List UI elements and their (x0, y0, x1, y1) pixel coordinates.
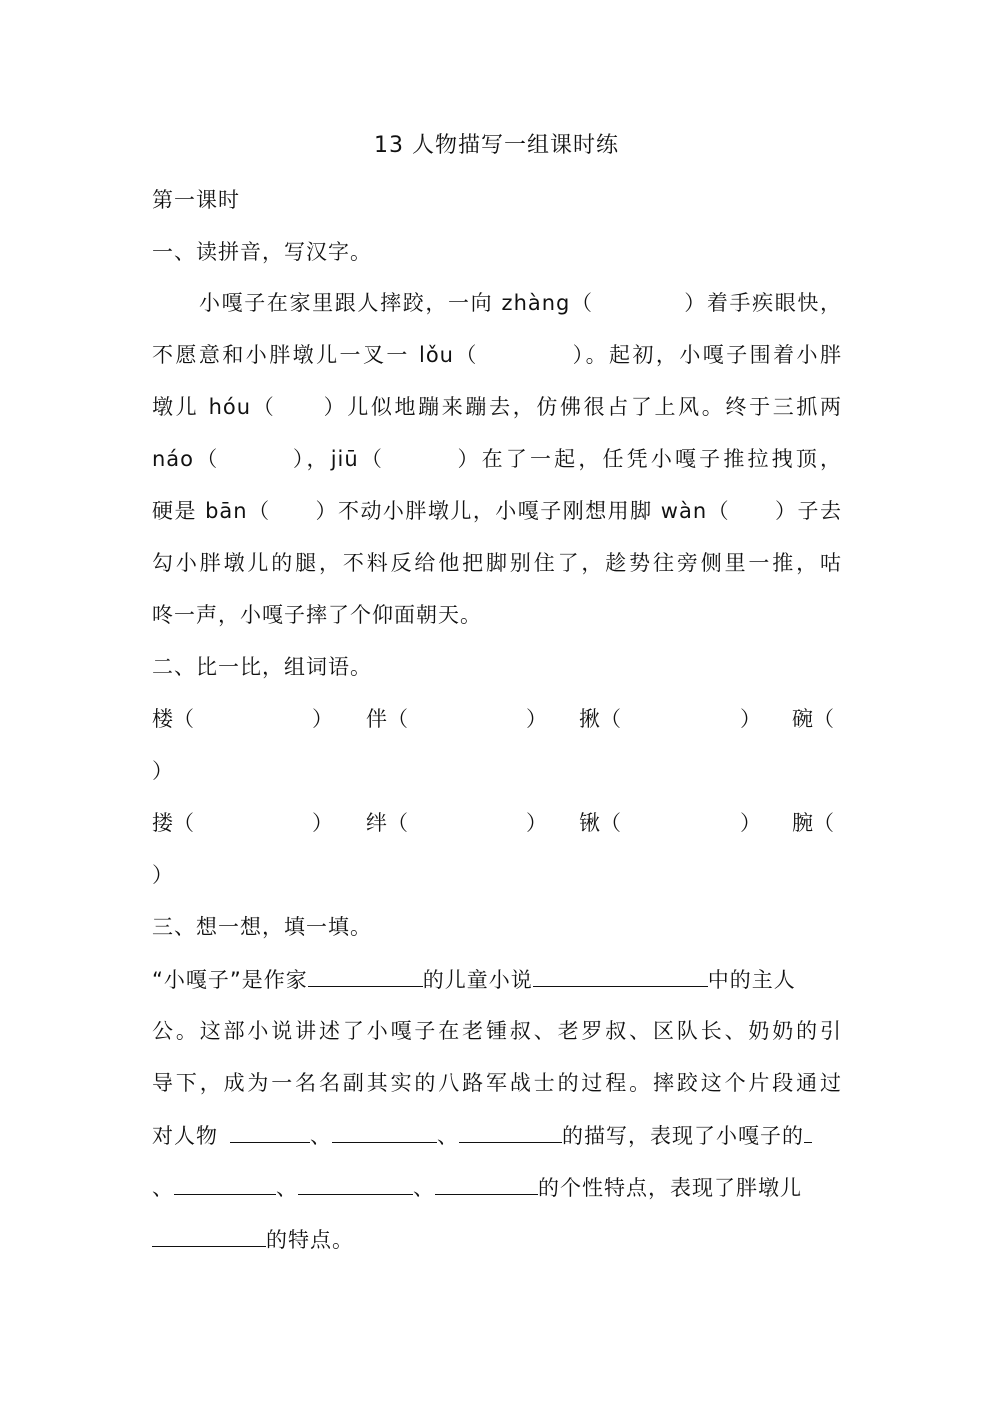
compare-row1-item4-open: 碗（ (792, 707, 834, 731)
section1-line-5: 硬是 bān（ ）不动小胖墩儿，小嘎子刚想用脚 wàn（ ）子去 (152, 499, 842, 523)
compare-row1-wrap: ） (152, 759, 174, 783)
trait-blank-4[interactable] (435, 1172, 538, 1195)
section3-l5-sep-2: 、 (413, 1176, 435, 1200)
section3-line-2: 公。这部小说讲述了小嘎子在老锺叔、老罗叔、区队长、奶奶的引 (152, 1019, 842, 1043)
compare-row2-item1-open: 搂（ (152, 811, 194, 835)
section3-line-6 (152, 1224, 842, 1255)
section3-line-1 (152, 964, 842, 995)
section3-line-5 (152, 1172, 842, 1203)
compare-row1-item3-close: ） (740, 707, 761, 731)
compare-row1-item1-close: ） (312, 707, 333, 731)
lesson-label: 第一课时 (152, 188, 240, 212)
compare-row1-item1-open: 楼（ (152, 707, 194, 731)
compare-row-2 (152, 808, 842, 838)
compare-row2-item3-open: 锹（ (579, 811, 621, 835)
compare-row2-item2-close: ） (526, 811, 547, 835)
trait-blank-2[interactable] (174, 1172, 276, 1195)
trait-blank-3[interactable] (298, 1172, 413, 1195)
section3-l1-text-c: 中的主人 (707, 968, 796, 992)
section3-heading: 三、想一想，填一填。 (152, 915, 372, 939)
novel-title-blank[interactable] (533, 964, 708, 987)
section1-line-3: 墩儿 hóu（ ）儿似地蹦来蹦去，仿佛很占了上风。终于三抓两 (152, 395, 842, 419)
compare-row2-item3-close: ） (740, 811, 761, 835)
description-blank-3[interactable] (459, 1120, 562, 1143)
section3-l4-sep-1: 、 (310, 1124, 332, 1148)
section3-l1-text-b: 的儿童小说 (422, 968, 533, 992)
author-blank[interactable] (308, 964, 423, 987)
section3-l1-text-a: “小嘎子”是作家 (152, 968, 308, 992)
compare-row1-item2-open: 伴（ (366, 707, 408, 731)
section2-heading: 二、比一比，组词语。 (152, 655, 372, 679)
section3-l5-text-b: 的个性特点，表现了胖墩儿 (538, 1176, 802, 1200)
section3-l5-text-a: 、 (152, 1176, 174, 1200)
compare-row2-wrap: ） (152, 863, 174, 887)
compare-row2-item2-open: 绊（ (366, 811, 408, 835)
section3-l4-text-a: 对人物 (152, 1124, 218, 1148)
trait-blank-1[interactable] (804, 1120, 812, 1143)
compare-row1-item2-close: ） (526, 707, 547, 731)
section1-heading: 一、读拼音，写汉字。 (152, 240, 372, 264)
section3-line-3: 导下，成为一名名副其实的八路军战士的过程。摔跤这个片段通过 (152, 1071, 842, 1095)
section1-line-1: 小嘎子在家里跟人摔跤，一向 zhàng（ ）着手疾眼快， (199, 291, 842, 315)
compare-row2-item1-close: ） (312, 811, 333, 835)
section3-l4-text-b: 的描写，表现了小嘎子的 (562, 1124, 804, 1148)
section3-l4-sep-2: 、 (437, 1124, 459, 1148)
page-title: 13 人物描写一组课时练 (374, 133, 619, 158)
section3-line-4 (152, 1120, 842, 1151)
section1-line-7: 咚一声，小嘎子摔了个仰面朝天。 (152, 603, 482, 627)
description-blank-2[interactable] (332, 1120, 437, 1143)
section3-l6-text: 的特点。 (266, 1228, 354, 1252)
compare-row2-item4-open: 腕（ (792, 811, 834, 835)
section1-line-4: náo（ ），jiū（ ）在了一起，任凭小嘎子推拉拽顶， (152, 447, 842, 471)
section1-line-2: 不愿意和小胖墩儿一叉一 lǒu（ ）。起初，小嘎子围着小胖 (152, 343, 842, 367)
description-blank-1[interactable] (230, 1120, 310, 1143)
pangdun-trait-blank[interactable] (152, 1224, 266, 1247)
section3-l5-sep-1: 、 (276, 1176, 298, 1200)
section1-line-6: 勾小胖墩儿的腿，不料反给他把脚别住了，趁势往旁侧里一推，咕 (152, 551, 842, 575)
compare-row-1 (152, 704, 842, 734)
compare-row1-item3-open: 揪（ (579, 707, 621, 731)
